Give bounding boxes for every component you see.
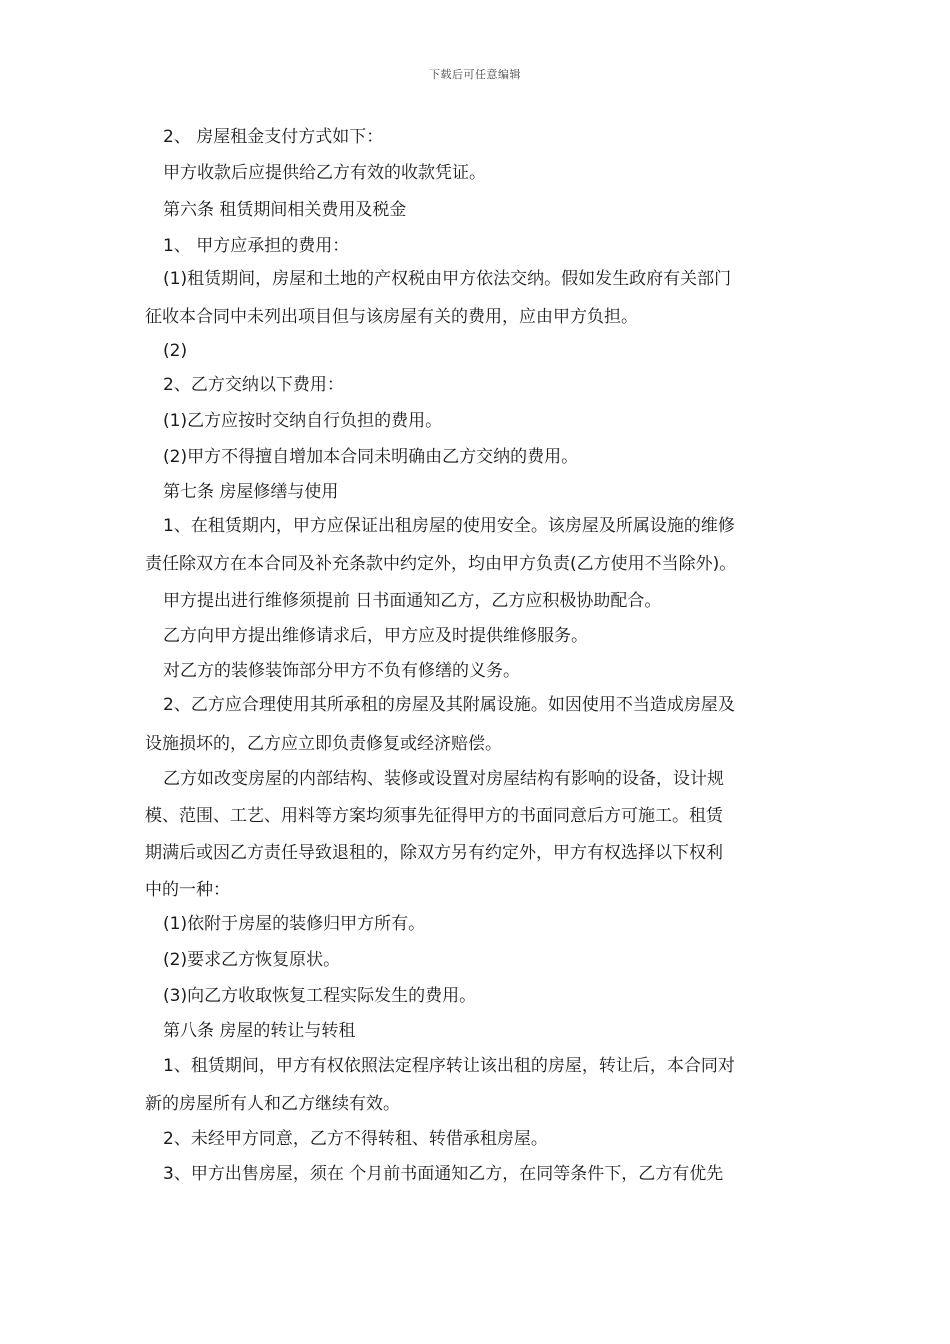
paragraph-line: 设施损坏的，乙方应立即负责修复或经济赔偿。: [145, 734, 502, 754]
paragraph-line: 1、在租赁期内，甲方应保证出租房屋的使用安全。该房屋及所属设施的维修: [163, 516, 735, 536]
paragraph-line: 新的房屋所有人和乙方继续有效。: [145, 1094, 400, 1114]
paragraph-line: (3)向乙方收取恢复工程实际发生的费用。: [163, 986, 477, 1006]
page-header: 下载后可任意编辑: [429, 68, 521, 81]
paragraph-line: 3、甲方出售房屋，须在 个月前书面通知乙方，在同等条件下，乙方有优先: [163, 1164, 724, 1184]
paragraph-line: 乙方如改变房屋的内部结构、装修或设置对房屋结构有影响的设备，设计规: [163, 769, 724, 789]
paragraph-line: 期满后或因乙方责任导致退租的，除双方另有约定外，甲方有权选择以下权利: [145, 843, 723, 863]
paragraph-line: 模、范围、工艺、用料等方案均须事先征得甲方的书面同意后方可施工。租赁: [145, 806, 723, 826]
paragraph-line: 甲方收款后应提供给乙方有效的收款凭证。: [163, 163, 486, 183]
paragraph-line: 乙方向甲方提出维修请求后，甲方应及时提供维修服务。: [163, 626, 588, 646]
paragraph-line: 2、 房屋租金支付方式如下：: [163, 127, 384, 147]
paragraph-line: (2): [163, 341, 188, 361]
paragraph-line: (1)乙方应按时交纳自行负担的费用。: [163, 411, 443, 431]
paragraph-line: 2、乙方应合理使用其所承租的房屋及其附属设施。如因使用不当造成房屋及: [163, 695, 735, 715]
section-heading: 第六条 租赁期间相关费用及税金: [163, 200, 407, 220]
paragraph-line: 中的一种：: [145, 880, 230, 900]
paragraph-line: 2、乙方交纳以下费用：: [163, 375, 344, 395]
paragraph-line: (1)租赁期间，房屋和土地的产权税由甲方依法交纳。假如发生政府有关部门: [163, 269, 732, 289]
paragraph-line: 1、 甲方应承担的费用：: [163, 236, 350, 256]
paragraph-line: 对乙方的装修装饰部分甲方不负有修缮的义务。: [163, 661, 520, 681]
paragraph-line: (1)依附于房屋的装修归甲方所有。: [163, 914, 426, 934]
paragraph-line: 2、未经甲方同意，乙方不得转租、转借承租房屋。: [163, 1129, 548, 1149]
paragraph-line: 1、租赁期间，甲方有权依照法定程序转让该出租的房屋，转让后，本合同对: [163, 1056, 735, 1076]
paragraph-line: (2)要求乙方恢复原状。: [163, 950, 341, 970]
paragraph-line: 征收本合同中未列出项目但与该房屋有关的费用，应由甲方负担。: [145, 307, 638, 327]
paragraph-line: 甲方提出进行维修须提前 日书面通知乙方，乙方应积极协助配合。: [163, 591, 662, 611]
paragraph-line: 责任除双方在本合同及补充条款中约定外，均由甲方负责(乙方使用不当除外)。: [145, 554, 737, 574]
section-heading: 第七条 房屋修缮与使用: [163, 482, 339, 502]
paragraph-line: (2)甲方不得擅自增加本合同未明确由乙方交纳的费用。: [163, 447, 579, 467]
section-heading: 第八条 房屋的转让与转租: [163, 1021, 356, 1041]
